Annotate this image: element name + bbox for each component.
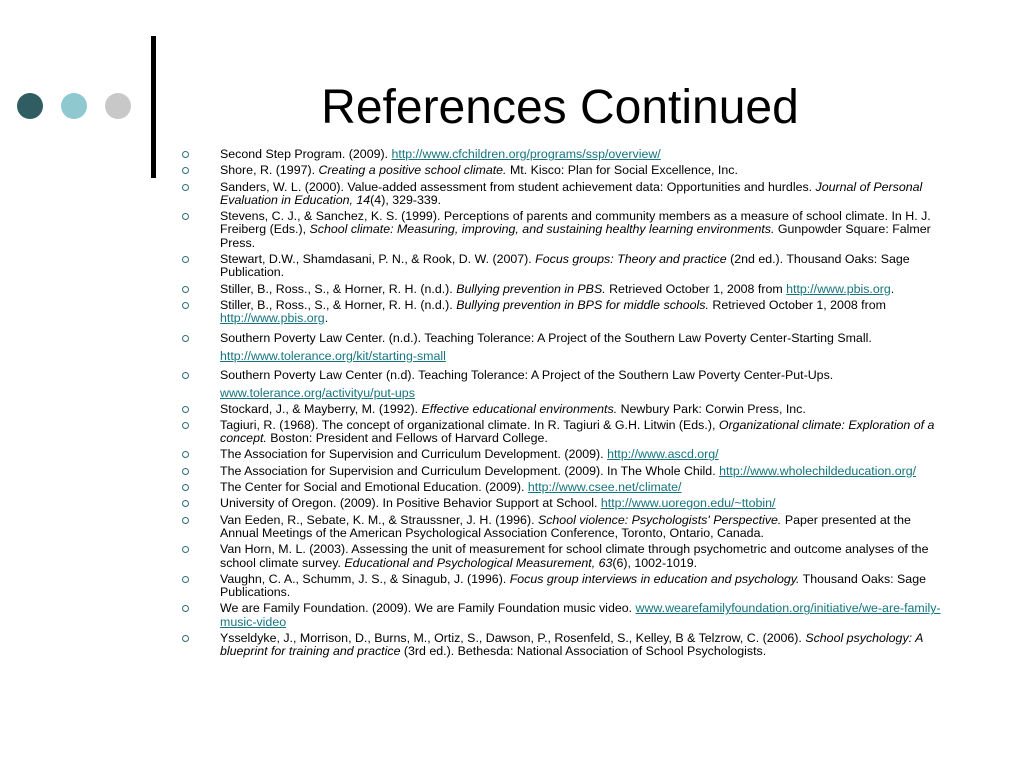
- bullet-icon: [182, 576, 189, 583]
- reference-item: Shore, R. (1997). Creating a positive school climate. Mt. Kisco: Plan for Social Excellence, Inc.: [182, 164, 952, 177]
- reference-list: [182, 148, 952, 662]
- reference-item: The Association for Supervision and Curriculum Development. (2009). In The Whole Child. http://www.wholechildeducation.org/: [182, 465, 952, 478]
- bullet-icon: [182, 335, 189, 342]
- reference-link[interactable]: http://www.pbis.org: [220, 311, 325, 326]
- reference-item: Van Horn, M. L. (2003). Assessing the unit of measurement for school climate through psychometric and outcome analyses of the school climate survey. Educational and Psychological Measurement, 63(6), 1002-1019.: [182, 543, 952, 570]
- reference-link[interactable]: http://www.uoregon.edu/~ttobin/: [600, 496, 776, 511]
- decor-dot-light: [61, 93, 87, 119]
- reference-item: The Association for Supervision and Curriculum Development. (2009). http://www.ascd.org/: [182, 448, 952, 461]
- bullet-icon: [182, 517, 189, 524]
- bullet-icon: [182, 546, 189, 553]
- bullet-icon: [182, 256, 189, 263]
- reference-item: Stevens, C. J., & Sanchez, K. S. (1999). Perceptions of parents and community members as a measure of school climate. In H. J. Freiberg (Eds.), School climate: Measuring, improving, and sustaining healthy learning environments. Gunpowder Square: Falmer Press.: [182, 210, 952, 250]
- reference-item: University of Oregon. (2009). In Positive Behavior Support at School. http://www.uoregon.edu/~ttobin/: [182, 497, 952, 510]
- bullet-icon: [182, 500, 189, 507]
- reference-item: Ysseldyke, J., Morrison, D., Burns, M., Ortiz, S., Dawson, P., Rosenfeld, S., Kelley, B & Telzrow, C. (2006). School psychology: A blueprint for training and practice (3rd ed.). Bethesda: National Association of School Psychologists.: [182, 632, 952, 659]
- bullet-icon: [182, 302, 189, 309]
- bullet-icon: [182, 213, 189, 220]
- bullet-icon: [182, 372, 189, 379]
- reference-item: Southern Poverty Law Center (n.d). Teaching Tolerance: A Project of the Southern Law Poverty Center-Put-Ups. www.tolerance.org/activityu/put-ups: [182, 366, 952, 402]
- page-title: References Continued: [321, 81, 799, 134]
- decor-dot-dark: [17, 93, 43, 119]
- reference-link[interactable]: http://www.csee.net/climate/: [527, 480, 682, 495]
- reference-item: Stockard, J., & Mayberry, M. (1992). Effective educational environments. Newbury Park: Corwin Press, Inc.: [182, 403, 952, 416]
- reference-item: Sanders, W. L. (2000). Value-added assessment from student achievement data: Opportunities and hurdles. Journal of Personal Evaluation in Education, 14(4), 329-339.: [182, 181, 952, 208]
- reference-item: Second Step Program. (2009). http://www.cfchildren.org/programs/ssp/overview/: [182, 148, 952, 161]
- bullet-icon: [182, 484, 189, 491]
- reference-link[interactable]: http://www.ascd.org/: [607, 447, 719, 462]
- reference-item: Stiller, B., Ross., S., & Horner, R. H. (n.d.). Bullying prevention in BPS for middle schools. Retrieved October 1, 2008 from http://www.pbis.org.: [182, 299, 952, 326]
- bullet-icon: [182, 151, 189, 158]
- reference-item: Southern Poverty Law Center. (n.d.). Teaching Tolerance: A Project of the Southern Law Poverty Center-Starting Small. http://www.tolerance.org/kit/starting-small: [182, 329, 952, 365]
- reference-link[interactable]: http://www.tolerance.org/kit/starting-small: [220, 348, 446, 363]
- bullet-icon: [182, 605, 189, 612]
- reference-item: We are Family Foundation. (2009). We are Family Foundation music video. www.wearefamilyfoundation.org/initiative/we-are-family-music-video: [182, 602, 952, 629]
- reference-item: Tagiuri, R. (1968). The concept of organizational climate. In R. Tagiuri & G.H. Litwin (Eds.), Organizational climate: Exploration of a concept. Boston: President and Fellows of Harvard College.: [182, 419, 952, 446]
- reference-link[interactable]: http://www.pbis.org: [786, 281, 891, 296]
- reference-item: Stiller, B., Ross., S., & Horner, R. H. (n.d.). Bullying prevention in PBS. Retrieved October 1, 2008 from http://www.pbis.org.: [182, 283, 952, 296]
- reference-item: Stewart, D.W., Shamdasani, P. N., & Rook, D. W. (2007). Focus groups: Theory and practice (2nd ed.). Thousand Oaks: Sage Publication.: [182, 253, 952, 280]
- reference-link[interactable]: http://www.cfchildren.org/programs/ssp/overview/: [391, 147, 661, 161]
- decor-dot-grey: [105, 93, 131, 119]
- reference-link[interactable]: http://www.wholechildeducation.org/: [719, 463, 917, 478]
- reference-item: The Center for Social and Emotional Education. (2009). http://www.csee.net/climate/: [182, 481, 952, 494]
- reference-link[interactable]: www.tolerance.org/activityu/put-ups: [220, 385, 415, 400]
- title-divider-bar: [151, 36, 156, 178]
- bullet-icon: [182, 635, 189, 642]
- reference-item: Vaughn, C. A., Schumm, J. S., & Sinagub, J. (1996). Focus group interviews in education and psychology. Thousand Oaks: Sage Publications.: [182, 573, 952, 600]
- bullet-icon: [182, 406, 189, 413]
- reference-link[interactable]: www.wearefamilyfoundation.org/initiative/we-are-family-music-video: [220, 601, 941, 629]
- bullet-icon: [182, 286, 189, 293]
- bullet-icon: [182, 184, 189, 191]
- bullet-icon: [182, 468, 189, 475]
- bullet-icon: [182, 167, 189, 174]
- bullet-icon: [182, 422, 189, 429]
- reference-item: Van Eeden, R., Sebate, K. M., & Straussner, J. H. (1996). School violence: Psychologists' Perspective. Paper presented at the Annual Meetings of the American Psychological Association Conference, Toronto, Ontario, Canada.: [182, 514, 952, 541]
- bullet-icon: [182, 451, 189, 458]
